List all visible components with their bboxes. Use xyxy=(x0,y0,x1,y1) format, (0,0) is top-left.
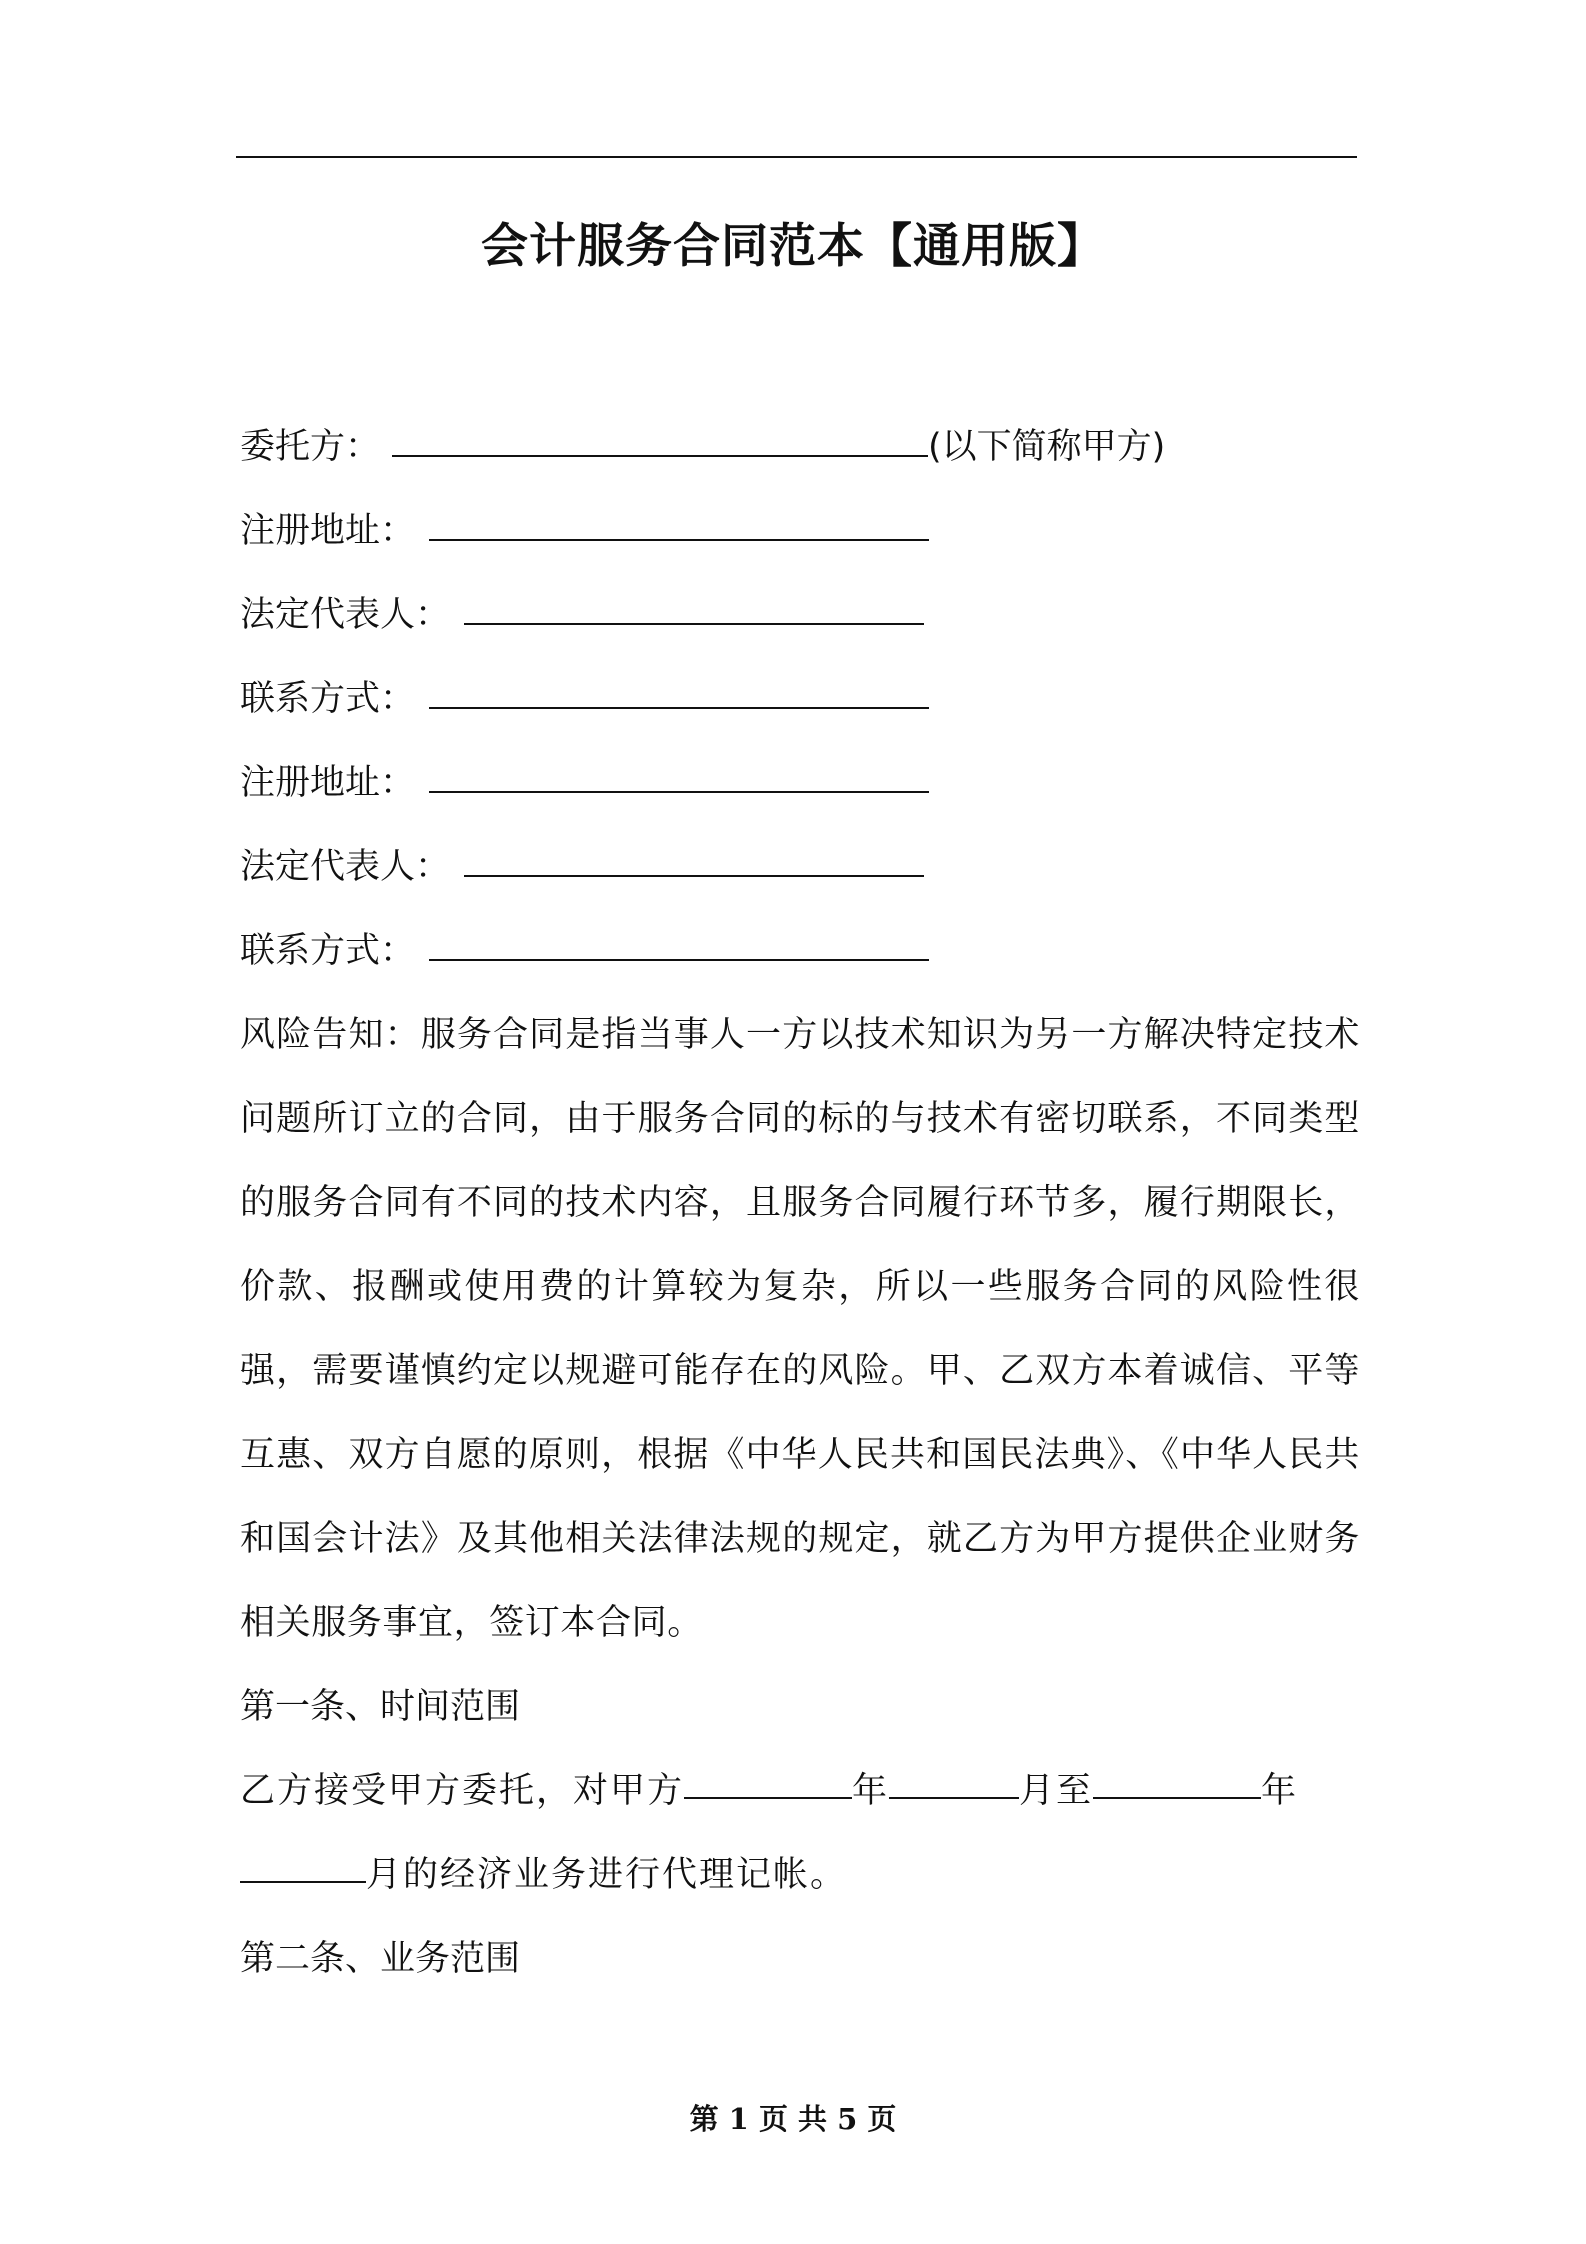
blank-line[interactable] xyxy=(889,1749,1019,1799)
blank-line[interactable] xyxy=(240,1833,366,1883)
article-1-paragraph xyxy=(240,1749,1360,1917)
blank-line[interactable] xyxy=(429,657,929,709)
field-label: 注册地址： xyxy=(240,511,416,551)
field-label: 法定代表人： xyxy=(240,595,451,635)
unit-month-to: 月至 xyxy=(1019,1771,1094,1811)
blank-line[interactable] xyxy=(429,489,929,541)
article-2-heading: 第二条、业务范围 xyxy=(240,1939,521,1979)
blank-line[interactable] xyxy=(684,1749,852,1799)
risk-notice-paragraph: 风险告知：服务合同是指当事人一方以技术知识为另一方解决特定技术问题所订立的合同，由于服务合同的标的与技术有密切联系，不同类型的服务合同有不同的技术内容，且服务合同履行环节多，履行期限长，价款、报酬或使用费的计算较为复杂，所以一些服务合同的风险性很强，需要谨慎约定以规避可能存在的风险。甲、乙双方本着诚信、平等互惠、双方自愿的原则，根据《中华人民共和国民法典》、《中华人民共和国会计法》及其他相关法律法规的规定，就乙方为甲方提供企业财务相关服务事宜，签订本合同。 xyxy=(240,1015,1360,1643)
blank-line[interactable] xyxy=(392,405,928,457)
field-registered-address-2 xyxy=(240,741,1360,825)
header-rule xyxy=(236,156,1357,158)
field-contact-2 xyxy=(240,909,1360,993)
article-1-text-b: 月的经济业务进行代理记帐。 xyxy=(366,1855,848,1895)
blank-line[interactable] xyxy=(464,573,924,625)
field-label: 联系方式： xyxy=(240,931,416,971)
field-label: 注册地址： xyxy=(240,763,416,803)
blank-line[interactable] xyxy=(429,909,929,961)
unit-year: 年 xyxy=(852,1771,890,1811)
field-client xyxy=(240,405,1360,489)
article-1-heading: 第一条、时间范围 xyxy=(240,1687,521,1727)
field-contact xyxy=(240,657,1360,741)
document-body xyxy=(240,405,1360,2001)
page-number-footer: 第 1 页 共 5 页 xyxy=(689,2102,897,2136)
field-label: 法定代表人： xyxy=(240,847,451,887)
blank-line[interactable] xyxy=(464,825,924,877)
article-1-text-a: 乙方接受甲方委托，对甲方 xyxy=(240,1771,685,1811)
unit-year: 年 xyxy=(1261,1771,1299,1811)
field-label: 委托方： xyxy=(240,427,381,467)
field-legal-representative xyxy=(240,573,1360,657)
field-suffix: (以下简称甲方) xyxy=(928,427,1166,467)
document-title: 会计服务合同范本【通用版】 xyxy=(481,219,1105,274)
field-registered-address xyxy=(240,489,1360,573)
field-legal-representative-2 xyxy=(240,825,1360,909)
blank-line[interactable] xyxy=(429,741,929,793)
field-label: 联系方式： xyxy=(240,679,416,719)
blank-line[interactable] xyxy=(1093,1749,1261,1799)
